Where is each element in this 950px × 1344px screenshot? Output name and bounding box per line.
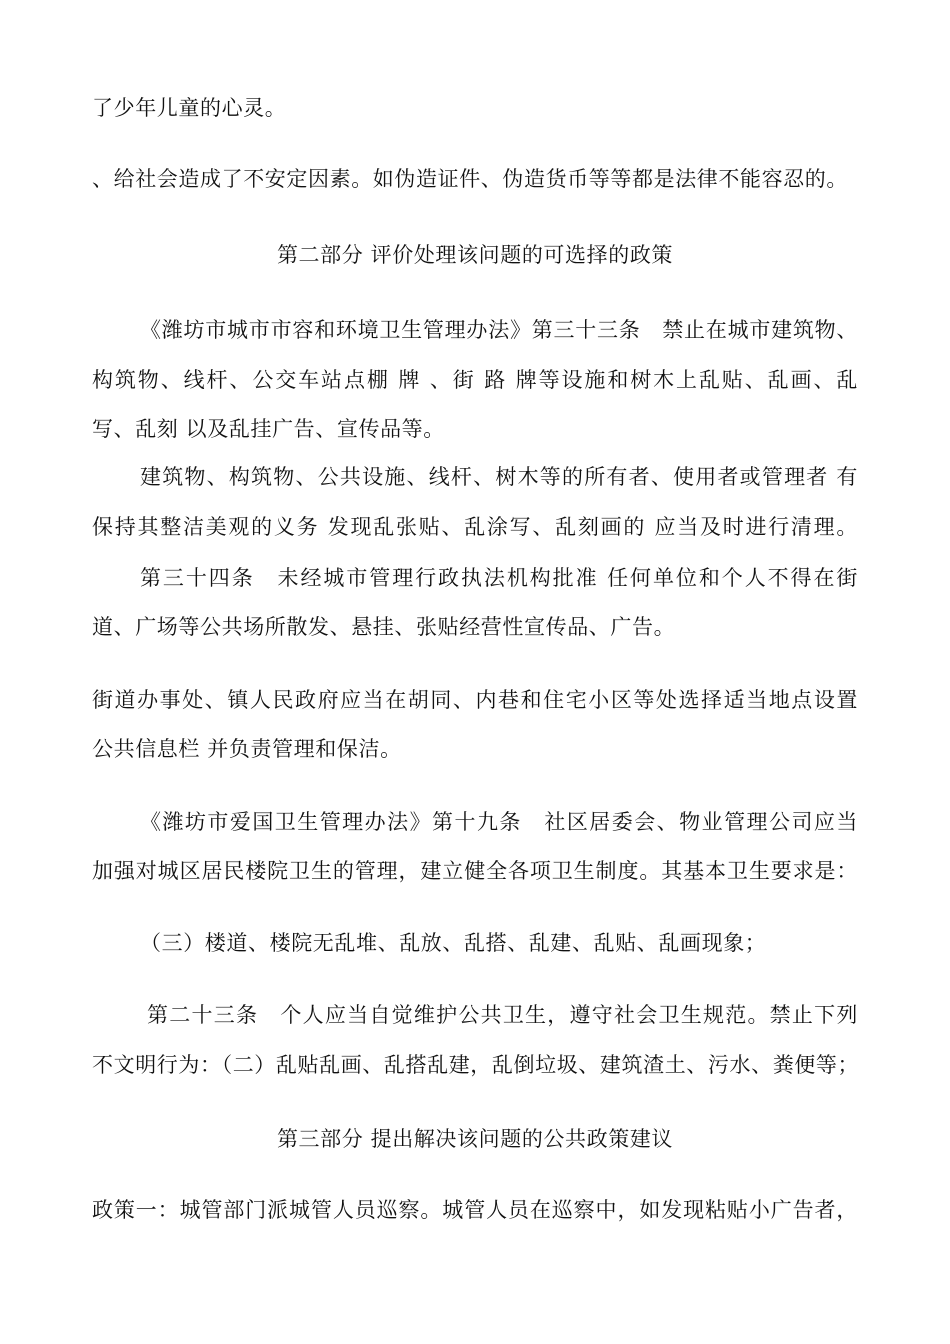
paragraph-line-6: 建筑物、构筑物、公共设施、线杆、树木等的所有者、使用者或管理者 有	[140, 465, 858, 489]
section-heading-part-two: 第二部分 评价处理该问题的可选择的政策	[276, 243, 674, 267]
paragraph-line-2: 、给社会造成了不安定因素。如伪造证件、伪造货币等等都是法律不能容忍的。	[92, 167, 848, 191]
paragraph-line-5: 写、乱刻 以及乱挂广告、宣传品等。	[92, 417, 445, 441]
paragraph-line-17: 政策一：城管部门派城管人员巡察。城管人员在巡察中，如发现粘贴小广告者，	[92, 1198, 858, 1222]
section-heading-part-three: 第三部分 提出解决该问题的公共政策建议	[276, 1127, 674, 1151]
paragraph-line-14: （三）楼道、楼院无乱堆、乱放、乱搭、乱建、乱贴、乱画现象；	[140, 931, 767, 955]
paragraph-line-10: 街道办事处、镇人民政府应当在胡同、内巷和住宅小区等处选择适当地点设置	[92, 688, 858, 712]
paragraph-line-7: 保持其整洁美观的义务 发现乱张贴、乱涂写、乱刻画的 应当及时进行清理。	[92, 515, 858, 539]
paragraph-line-4: 构筑物、线杆、公交车站点棚 牌 、街 路 牌等设施和树木上乱贴、乱画、乱	[92, 368, 858, 392]
paragraph-line-9: 道、广场等公共场所散发、悬挂、张贴经营性宣传品、广告。	[92, 615, 676, 639]
paragraph-line-13: 加强对城区居民楼院卫生的管理，建立健全各项卫生制度。其基本卫生要求是：	[92, 859, 858, 883]
paragraph-line-1: 了少年儿童的心灵。	[92, 96, 287, 120]
paragraph-line-11: 公共信息栏 并负责管理和保洁。	[92, 737, 402, 761]
paragraph-line-12: 《潍坊市爱国卫生管理办法》第十九条 社区居委会、物业管理公司应当	[140, 810, 858, 834]
paragraph-line-15: 第二十三条 个人应当自觉维护公共卫生，遵守社会卫生规范。禁止下列	[147, 1003, 858, 1027]
paragraph-line-3: 《潍坊市城市市容和环境卫生管理办法》第三十三条 禁止在城市建筑物、	[140, 318, 858, 342]
paragraph-line-16: 不文明行为：（二）乱贴乱画、乱搭乱建，乱倒垃圾、建筑渣土、污水、粪便等；	[92, 1053, 860, 1077]
paragraph-line-8: 第三十四条 未经城市管理行政执法机构批准 任何单位和个人不得在街	[140, 566, 858, 590]
